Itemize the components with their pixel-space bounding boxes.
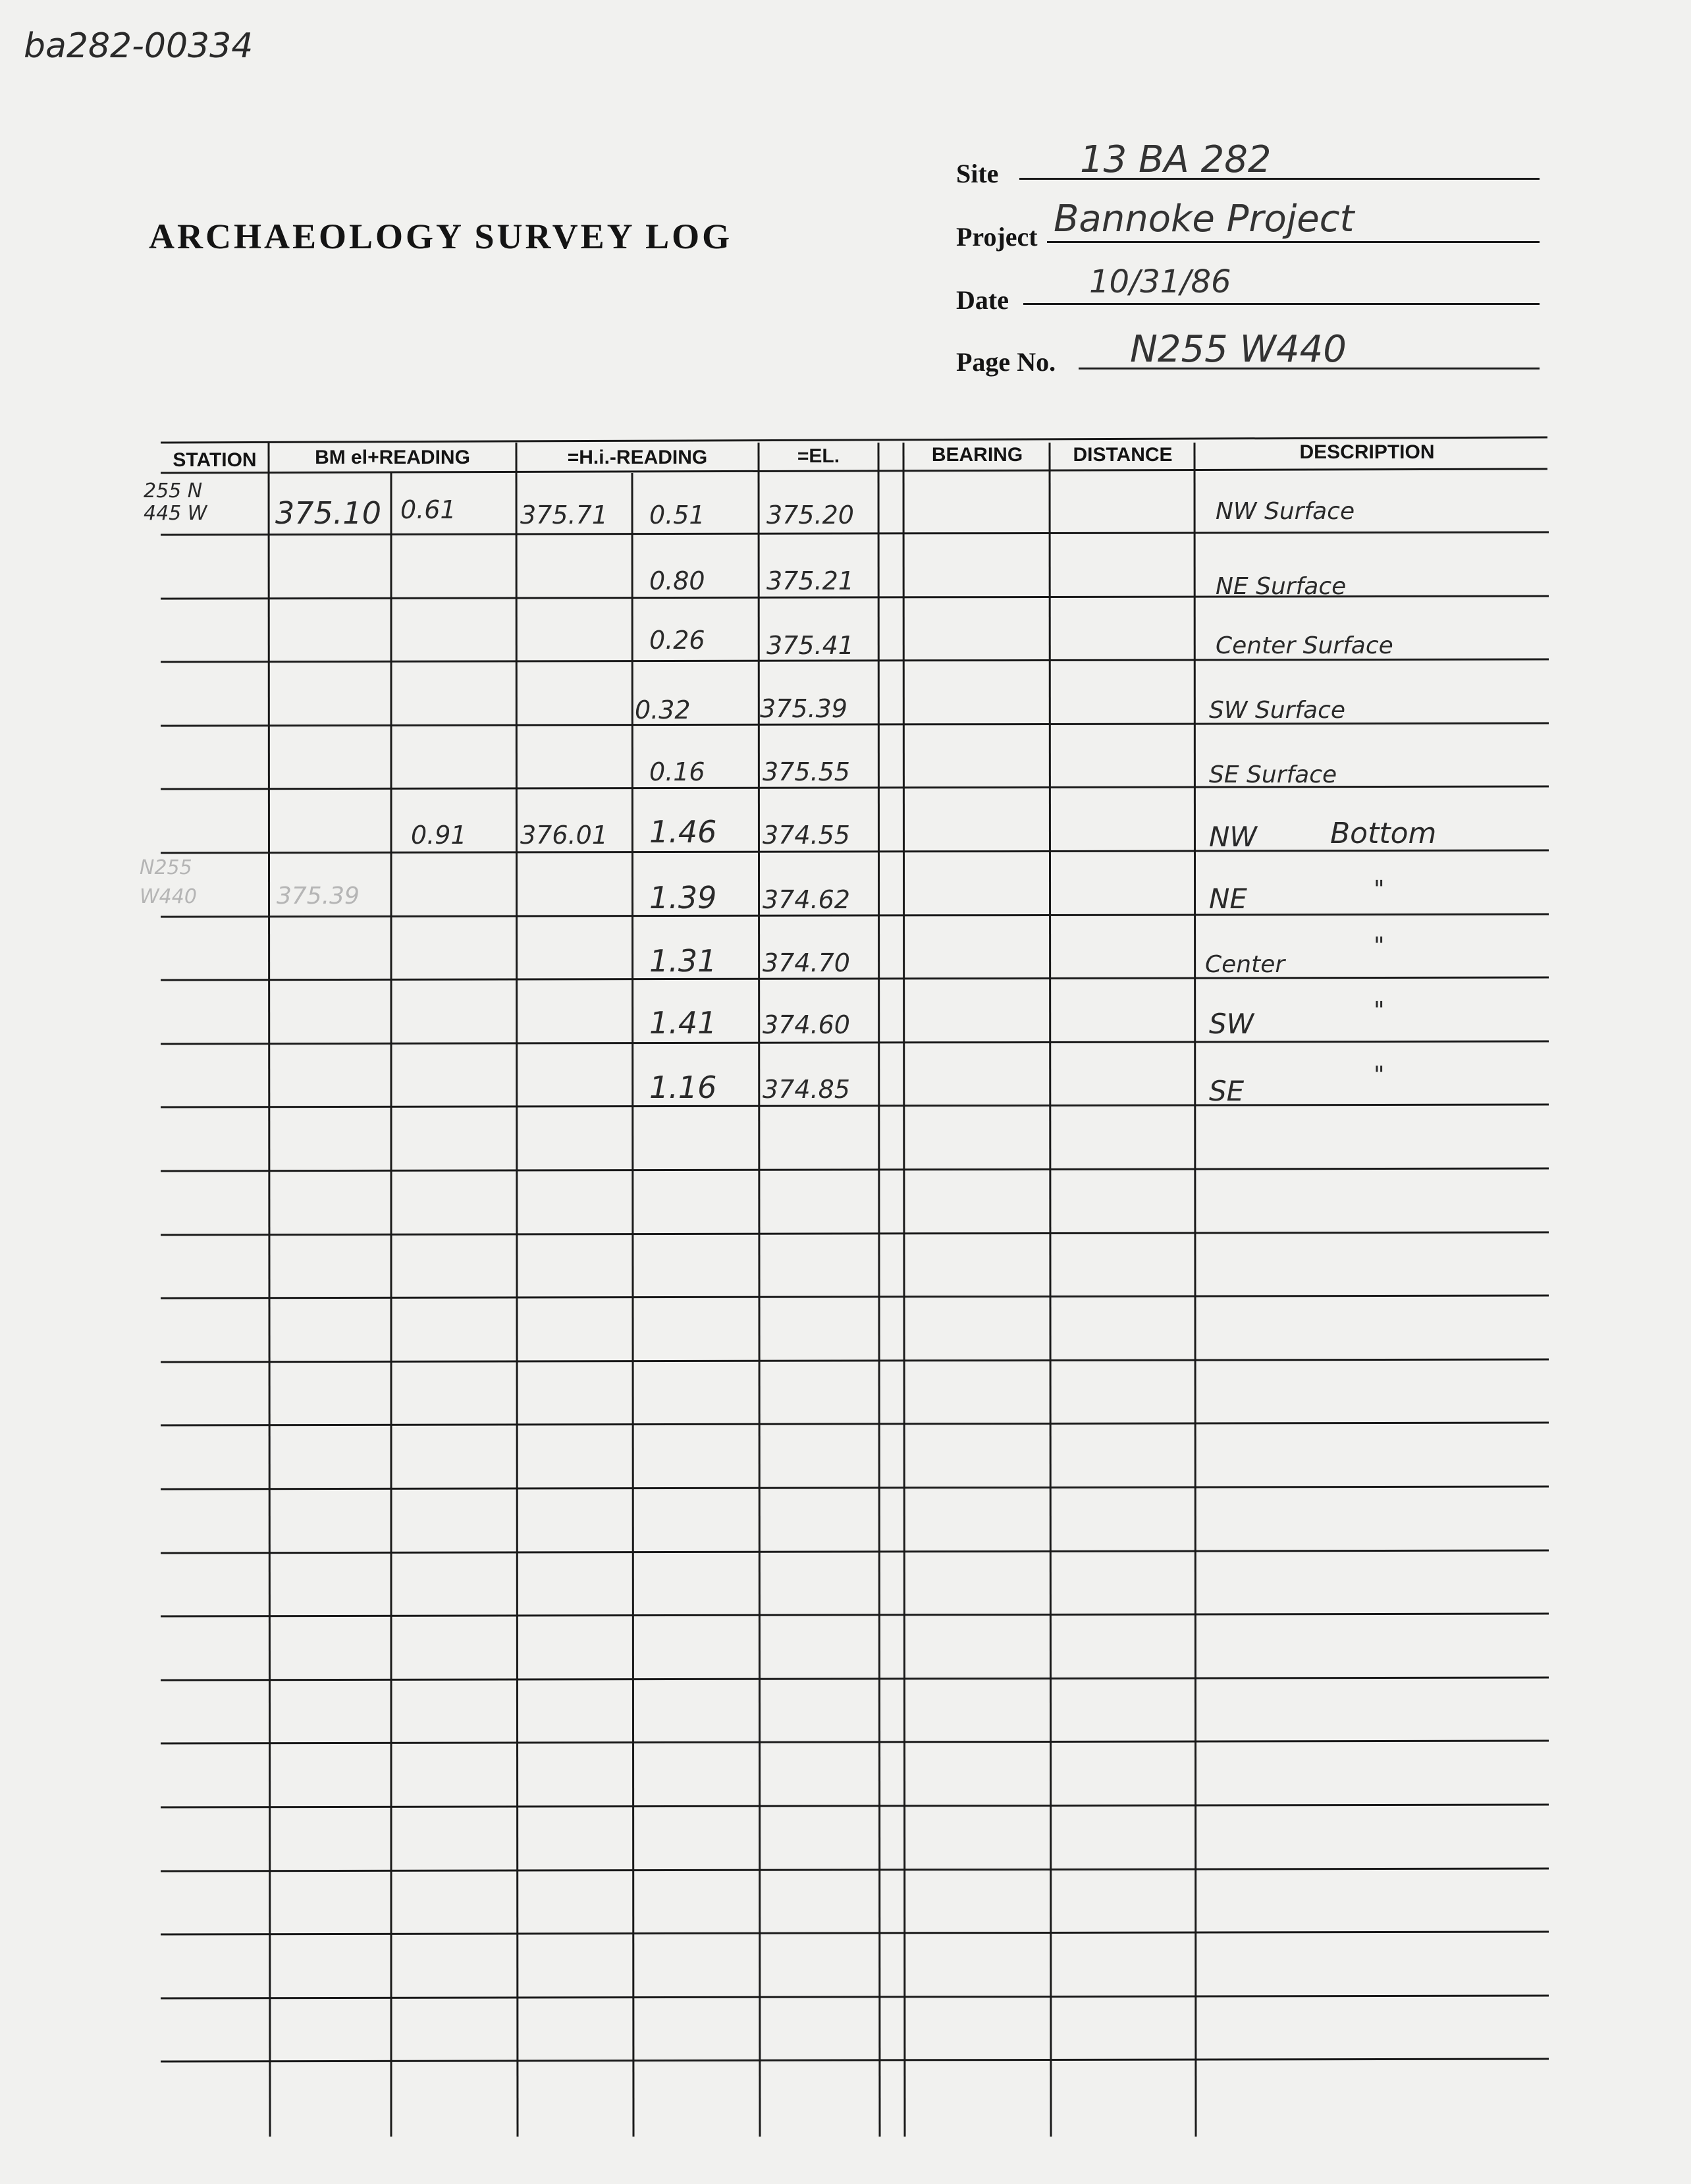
col-header-distance: DISTANCE — [1073, 444, 1173, 466]
table-cell-bm-reading: 0.61 — [400, 495, 456, 524]
table-row-rule — [161, 977, 1549, 980]
table-cell-description: NE Surface — [1216, 573, 1347, 600]
table-cell-description-extra: " — [1374, 876, 1385, 903]
table-cell-reading: 0.16 — [649, 757, 705, 786]
col-header-station: STATION — [173, 449, 257, 471]
table-cell-description-extra: " — [1374, 997, 1385, 1024]
col-header-hi: =H.i.-READING — [567, 447, 708, 468]
col-divider-el — [878, 443, 880, 2137]
col-divider-bm-end — [516, 443, 518, 2137]
table-cell-description: Center Surface — [1216, 632, 1393, 659]
table-cell-reading: 0.51 — [649, 501, 705, 530]
table-row-rule — [161, 1869, 1549, 1871]
table-row-rule — [161, 1678, 1549, 1680]
col-header-bm: BM el+READING — [315, 447, 470, 468]
table-cell-description: NE — [1209, 883, 1247, 915]
table-cell-el: 375.41 — [766, 631, 854, 660]
site-label: Site — [956, 159, 999, 188]
table-row-rule — [161, 1932, 1549, 1934]
table-cell-description: SW Surface — [1209, 697, 1346, 724]
table-row-rule — [161, 532, 1549, 535]
project-label: Project — [956, 222, 1038, 252]
table-cell-station: 255 N — [144, 479, 203, 503]
table-row-rule — [161, 1614, 1549, 1616]
table-cell-bm-reading: 0.91 — [411, 821, 467, 850]
col-header-el: =EL. — [797, 445, 840, 467]
table-row-rule — [161, 1487, 1549, 1489]
table-cell-description: NW Surface — [1216, 498, 1355, 525]
faint-station-note: N255 — [140, 856, 192, 879]
table-cell-description-extra: " — [1374, 1062, 1385, 1089]
table-cell-hi: 375.71 — [520, 501, 608, 530]
table-cell-description: SW — [1209, 1008, 1254, 1040]
project-value: Bannoke Project — [1054, 198, 1355, 240]
table-cell-reading: 1.31 — [649, 943, 717, 979]
table-row-rule — [161, 1296, 1549, 1298]
table-cell-reading: 0.32 — [635, 696, 691, 724]
table-cell-el: 374.85 — [763, 1075, 850, 1104]
table-cell-el: 374.62 — [763, 885, 850, 914]
page-no-value: N255 W440 — [1130, 328, 1347, 371]
table-row-rule — [161, 1105, 1549, 1107]
form-title: ARCHAEOLOGY SURVEY LOG — [149, 217, 733, 256]
table-cell-reading: 1.46 — [649, 814, 717, 850]
table-cell-reading: 1.39 — [649, 880, 717, 915]
table-row-rule — [161, 1359, 1549, 1362]
table-row-rule — [161, 1232, 1549, 1235]
table-row-rule — [161, 914, 1549, 917]
document-id: ba282-00334 — [24, 26, 254, 66]
table-cell-bm-el: 375.10 — [275, 495, 381, 531]
col-divider-hi — [632, 473, 633, 2137]
table-cell-description-extra: Bottom — [1330, 817, 1437, 850]
table-cell-el: 375.55 — [763, 757, 850, 786]
table-cell-el: 375.20 — [766, 501, 854, 530]
table-row-rule — [161, 659, 1549, 662]
table-cell-description-extra: " — [1374, 933, 1385, 960]
table-cell-reading: 1.41 — [649, 1005, 717, 1041]
table-cell-description: Center — [1205, 951, 1285, 978]
table-row-rule — [161, 2059, 1549, 2061]
faint-value-note: 375.39 — [277, 883, 360, 910]
col-header-bearing: BEARING — [931, 444, 1023, 466]
col-divider-el-double — [903, 443, 905, 2137]
col-header-description: DESCRIPTION — [1299, 441, 1435, 463]
table-cell-reading: 1.16 — [649, 1070, 717, 1105]
table-cell-description: SE — [1209, 1075, 1245, 1107]
table-row-rule — [161, 1423, 1549, 1425]
table-cell-el: 374.55 — [763, 821, 850, 850]
table-row-rule — [161, 1741, 1549, 1743]
table-header-border — [161, 469, 1547, 473]
table-cell-description: NW — [1209, 821, 1257, 853]
date-value: 10/31/86 — [1089, 263, 1231, 300]
table-cell-el: 375.39 — [760, 694, 847, 723]
table-row-rule — [161, 786, 1549, 789]
table-row-rule — [161, 1168, 1549, 1171]
table-row-rule — [161, 1805, 1549, 1807]
table-cell-reading: 0.80 — [649, 566, 705, 595]
table-cell-hi: 376.01 — [520, 821, 608, 850]
table-cell-el: 375.21 — [766, 566, 854, 595]
table-cell-el: 374.70 — [763, 948, 850, 977]
table-row-rule — [161, 850, 1549, 853]
table-row-rule — [161, 1041, 1549, 1044]
table-cell-description: SE Surface — [1209, 761, 1337, 788]
col-divider-distance — [1194, 443, 1196, 2137]
date-label: Date — [956, 285, 1009, 315]
col-divider-bearing — [1050, 443, 1051, 2137]
faint-station-note: W440 — [140, 885, 197, 908]
page-no-label: Page No. — [956, 347, 1056, 377]
table-row-rule — [161, 1996, 1549, 1998]
table-cell-el: 374.60 — [763, 1010, 850, 1039]
table-cell-reading: 0.26 — [649, 626, 705, 655]
table-cell-station: 445 W — [144, 502, 207, 525]
table-row-rule — [161, 1550, 1549, 1553]
col-divider-station — [269, 443, 270, 2137]
site-value: 13 BA 282 — [1080, 138, 1272, 181]
